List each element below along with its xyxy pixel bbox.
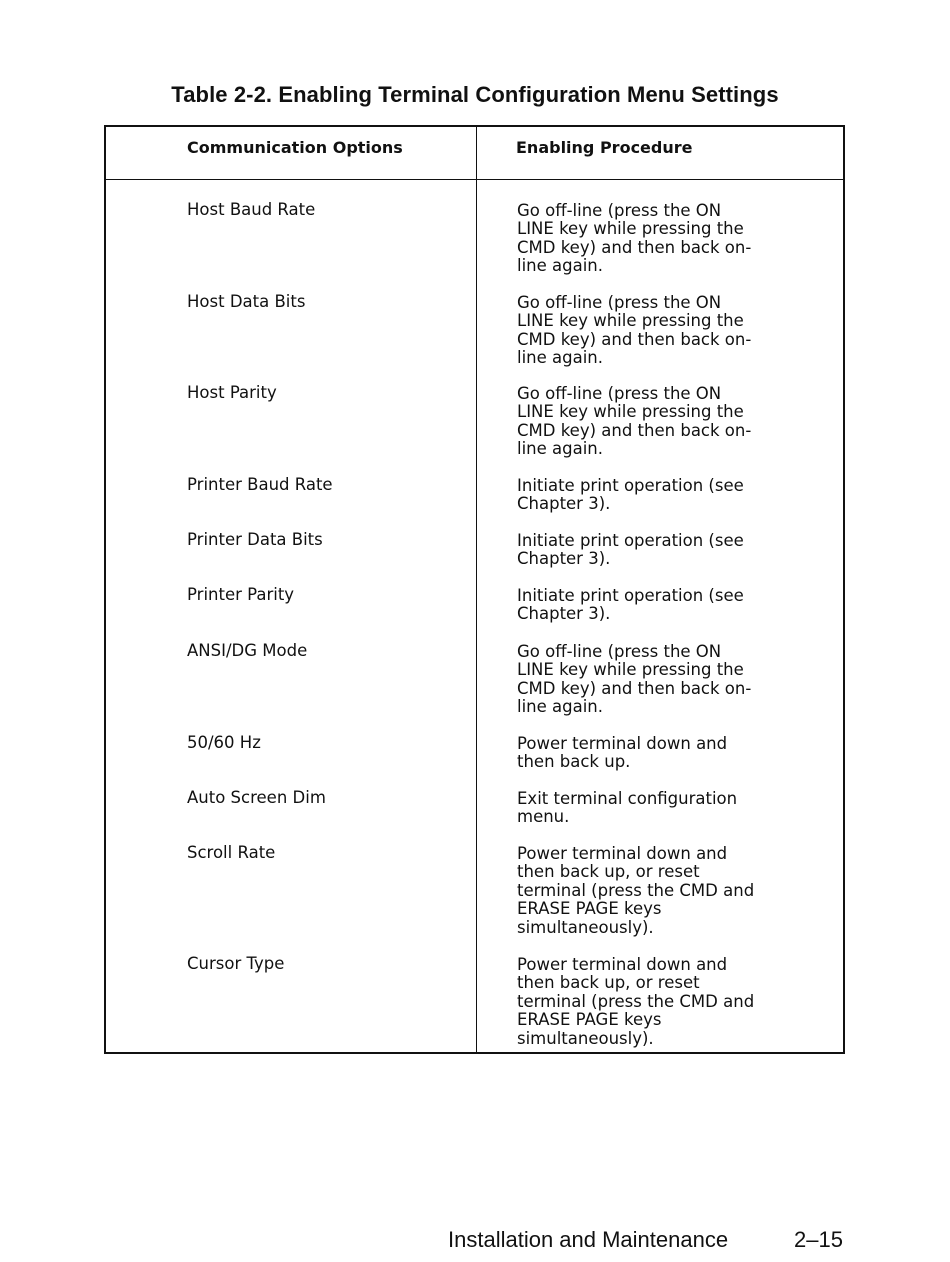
option-cell: Printer Data Bits [187, 530, 323, 549]
column-header-options: Communication Options [187, 138, 403, 157]
procedure-cell: Initiate print operation (see Chapter 3). [517, 531, 744, 569]
option-cell: Host Data Bits [187, 292, 306, 311]
config-settings-table [104, 125, 845, 1054]
column-divider [476, 127, 477, 1052]
procedure-cell: Initiate print operation (see Chapter 3). [517, 476, 744, 514]
option-cell: Cursor Type [187, 954, 285, 973]
column-header-procedure: Enabling Procedure [516, 138, 693, 157]
option-cell: Scroll Rate [187, 843, 276, 862]
procedure-cell: Go off-line (press the ON LINE key while pressing the CMD key) and then back on- line again. [517, 293, 752, 368]
procedure-cell: Go off-line (press the ON LINE key while pressing the CMD key) and then back on- line again. [517, 642, 752, 717]
procedure-cell: Initiate print operation (see Chapter 3). [517, 586, 744, 624]
header-rule [106, 179, 843, 180]
procedure-cell: Exit terminal configuration menu. [517, 789, 738, 827]
procedure-cell: Go off-line (press the ON LINE key while pressing the CMD key) and then back on- line again. [517, 201, 752, 276]
procedure-cell: Power terminal down and then back up, or reset terminal (press the CMD and ERASE PAGE keys simultaneously). [517, 844, 755, 937]
option-cell: Printer Baud Rate [187, 475, 333, 494]
table-title: Table 2-2. Enabling Terminal Configuration Menu Settings [171, 82, 779, 107]
option-cell: 50/60 Hz [187, 733, 261, 752]
footer-section-title: Installation and Maintenance [448, 1227, 729, 1252]
procedure-cell: Power terminal down and then back up, or reset terminal (press the CMD and ERASE PAGE keys simultaneously). [517, 955, 755, 1048]
procedure-cell: Power terminal down and then back up. [517, 734, 728, 772]
option-cell: Host Parity [187, 383, 277, 402]
option-cell: Auto Screen Dim [187, 788, 326, 807]
option-cell: ANSI/DG Mode [187, 641, 308, 660]
option-cell: Printer Parity [187, 585, 295, 604]
procedure-cell: Go off-line (press the ON LINE key while pressing the CMD key) and then back on- line again. [517, 384, 752, 459]
option-cell: Host Baud Rate [187, 200, 316, 219]
page-number: 2–15 [794, 1227, 843, 1252]
